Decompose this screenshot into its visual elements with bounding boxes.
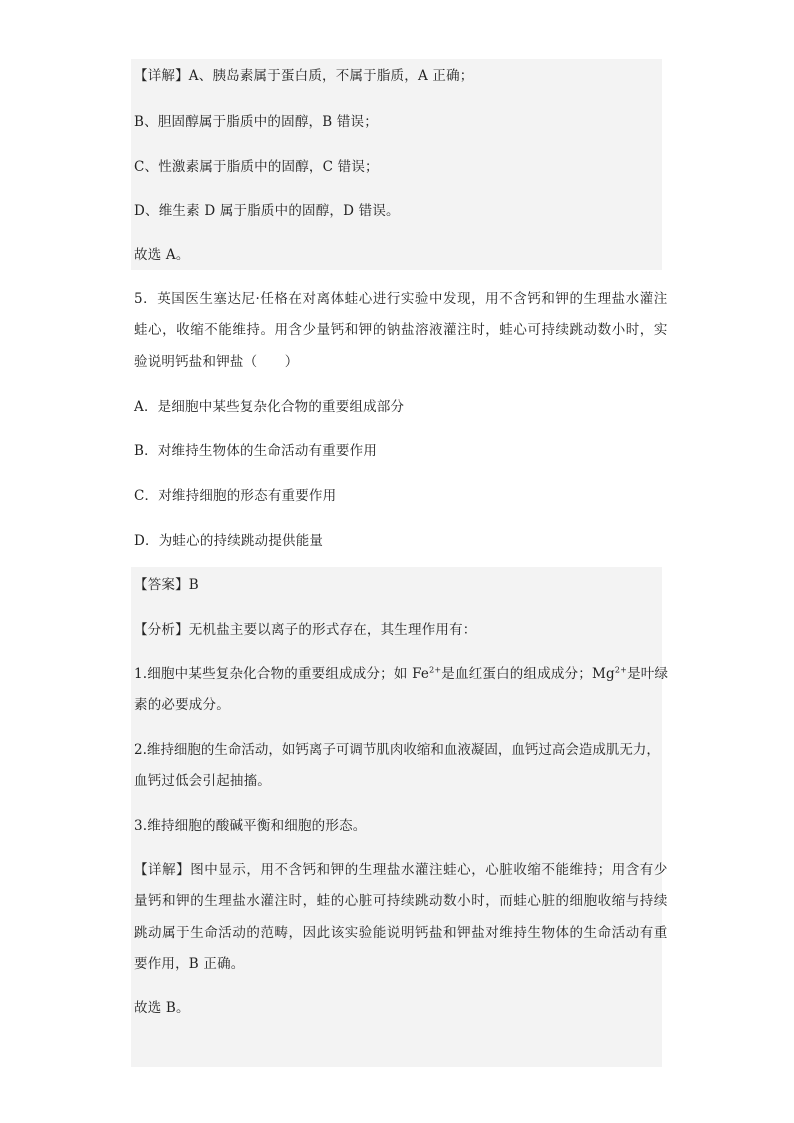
explain-line-2: 量钙和钾的生理盐水灌注时，蛙的心脏可持续跳动数小时，而蛙心脏的细胞收缩与持续 [134,893,668,909]
analysis-item-3: 3.维持细胞的酸碱平衡和细胞的形态。 [134,818,367,834]
prev-explain-line-3: C、性激素属于脂质中的固醇，C 错误； [134,159,379,175]
option-b: B．对维持生物体的生命活动有重要作用 [134,443,378,459]
question-line-1: 5．英国医生塞达尼·任格在对离体蛙心进行实验中发现，用不含钙和钾的生理盐水灌注 [134,291,668,307]
analysis-intro: 【分析】无机盐主要以离子的形式存在，其生理作用有： [134,622,477,638]
explain-line-4: 要作用，B 正确。 [134,956,245,972]
explain-conclusion: 故选 B。 [134,1000,190,1016]
option-a: A．是细胞中某些复杂化合物的重要组成部分 [134,399,405,415]
option-c: C．对维持细胞的形态有重要作用 [134,488,337,504]
fe-charge: 2+ [429,665,442,675]
prev-explain-line-2: B、胆固醇属于脂质中的固醇，B 错误； [134,114,378,130]
prev-conclusion: 故选 A。 [134,247,190,263]
option-d: D．为蛙心的持续跳动提供能量 [134,533,324,549]
analysis-item-2-line-2: 血钙过低会引起抽搐。 [134,773,271,789]
analysis-item-2-line-1: 2.维持细胞的生命活动，如钙离子可调节肌肉收缩和血液凝固，血钙过高会造成肌无力， [134,742,660,758]
explain-line-1: 【详解】图中显示，用不含钙和钾的生理盐水灌注蛙心，心脏收缩不能维持；用含有少 [134,862,668,878]
prev-explain-line-4: D、维生素 D 属于脂质中的固醇，D 错误。 [134,203,400,219]
analysis-item-1 [134,664,668,684]
mg-charge: 2+ [614,665,628,675]
question-line-3: 验说明钙盐和钾盐（ ） [134,354,299,370]
prev-explain-line-1: 【详解】A、胰岛素属于蛋白质，不属于脂质，A 正确； [134,68,474,84]
explain-line-3: 跳动属于生命活动的范畴，因此该实验能说明钙盐和钾盐对维持生物体的生命活动有重 [134,925,668,941]
analysis-item-1-part-a: 1.细胞中某些复杂化合物的重要组成成分；如 Fe [134,666,430,682]
question-line-2: 蛙心，收缩不能维持。用含少量钙和钾的钠盐溶液灌注时，蛙心可持续跳动数小时，实 [134,322,668,338]
analysis-item-1-part-b: 是血红蛋白的组成成分；Mg [441,666,615,682]
analysis-item-1-part-c: 是叶绿 [627,666,669,682]
answer-label: 【答案】B [134,577,199,593]
analysis-item-1-line-2: 素的必要成分。 [134,697,230,713]
